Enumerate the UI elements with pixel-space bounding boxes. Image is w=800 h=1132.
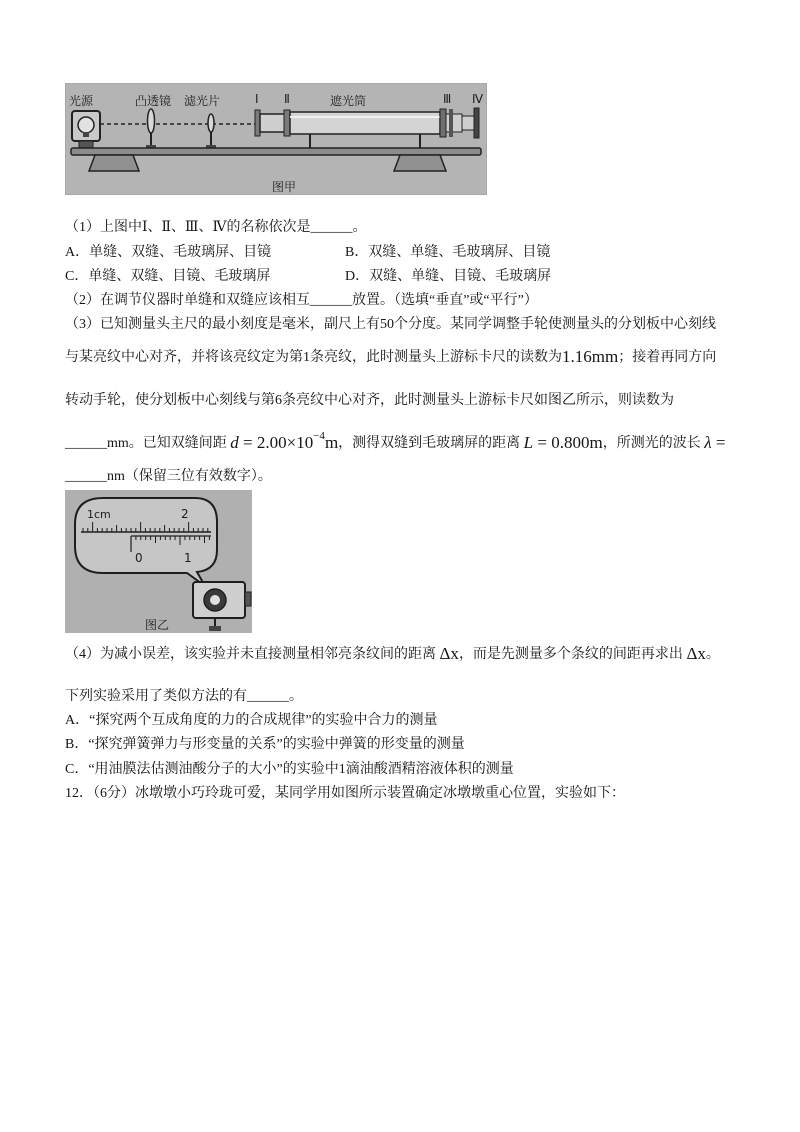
- slit-spacing-symbol: d: [230, 433, 239, 452]
- q4-line-1-text-a: （4）为减小误差，该实验并未直接测量相邻亮条纹间的距离: [65, 647, 436, 662]
- q3-line-2-text-b: ；接着再同方向: [618, 350, 717, 365]
- q3-line-1: （3）已知测量头主尺的最小刻度是毫米，副尺上有50个分度。某同学调整手轮使测量头的分划板中心刻线: [65, 317, 716, 332]
- q3-line-4-text-b: ，测得双缝到毛玻璃屏的距离: [338, 436, 521, 451]
- label-part-4: Ⅳ: [472, 92, 484, 106]
- vernier-label-1: 1: [184, 551, 192, 565]
- q3-line-5: ______nm（保留三位有效数字）。: [65, 469, 272, 484]
- screen-distance-symbol: L: [523, 433, 534, 452]
- q1-option-d: D．双缝、单缝、目镜、毛玻璃屏: [345, 269, 552, 284]
- main-scale-label-1cm: 1cm: [87, 508, 111, 521]
- q3-line-2-text-a: 与某亮纹中心对齐，并将该亮纹定为第1条亮纹，此时测量头上游标卡尺的读数为: [65, 350, 562, 365]
- q1-option-b: B．双缝、单缝、毛玻璃屏、目镜: [345, 245, 551, 260]
- q4-line-1: [65, 645, 720, 664]
- q12-stem: 12．（6分）冰墩墩小巧玲珑可爱，某同学用如图所示装置确定冰墩墩重心位置，实验如下：: [65, 786, 625, 801]
- wavelength-symbol: λ: [704, 433, 712, 452]
- q4-option-c: C．“用油膜法估测油酸分子的大小”的实验中1滴油酸酒精溶液体积的测量: [65, 762, 514, 777]
- figure-jia-caption: 图甲: [272, 180, 297, 194]
- main-scale-label-2: 2: [181, 507, 189, 521]
- q3-line-4-text-c: ，所测光的波长: [602, 436, 701, 451]
- label-filter: 滤光片: [184, 94, 221, 108]
- vernier-label-0: 0: [135, 551, 143, 565]
- slit-spacing-unit: m: [324, 433, 339, 452]
- q3-line-4: [65, 427, 725, 453]
- q1-option-a: A．单缝、双缝、毛玻璃屏、目镜: [65, 245, 272, 260]
- fringe-spacing-symbol: Δx: [439, 644, 459, 663]
- label-part-2: Ⅱ: [284, 92, 290, 106]
- figure-jia-background: [65, 83, 487, 195]
- fringe-spacing-symbol-2: Δx: [686, 644, 706, 663]
- figure-yi-vernier: [65, 490, 252, 633]
- q2-stem: （2）在调节仪器时单缝和双缝应该相互______放置。（选填“垂直”或“平行”）: [65, 293, 538, 308]
- q3-line-3: 转动手轮，使分划板中心刻线与第6条亮纹中心对齐，此时测量头上游标卡尺如图乙所示，则读数为: [65, 393, 674, 408]
- q1-stem: （1）上图中Ⅰ、Ⅱ、Ⅲ、Ⅳ的名称依次是______。: [65, 220, 367, 235]
- label-tube: 遮光筒: [330, 94, 367, 108]
- label-part-3: Ⅲ: [443, 92, 452, 106]
- slit-spacing-value: = 2.00×10: [238, 433, 314, 452]
- q3-line-4-text-a: ______mm。已知双缝间距: [65, 436, 227, 451]
- q4-line-2: 下列实验采用了类似方法的有______。: [65, 689, 303, 704]
- q3-line-2: [65, 348, 716, 367]
- screen-distance-value: = 0.800m: [533, 433, 603, 452]
- slit-spacing-exponent: −4: [313, 430, 325, 442]
- label-part-1: Ⅰ: [255, 92, 259, 106]
- wavelength-equals: =: [711, 433, 726, 452]
- q4-option-b: B．“探究弹簧弹力与形变量的关系”的实验中弹簧的形变量的测量: [65, 737, 465, 752]
- figure-jia-apparatus: [65, 83, 487, 195]
- label-convex-lens: 凸透镜: [135, 94, 172, 108]
- first-reading-value: 1.16mm: [562, 347, 619, 366]
- q4-option-a: A．“探究两个互成角度的力的合成规律”的实验中合力的测量: [65, 713, 438, 728]
- q4-line-1-text-c: 。: [705, 647, 720, 662]
- q4-line-1-text-b: ，而是先测量多个条纹的间距再求出: [458, 647, 683, 662]
- q1-option-c: C．单缝、双缝、目镜、毛玻璃屏: [65, 269, 271, 284]
- label-light-source: 光源: [69, 94, 94, 108]
- figure-yi-caption: 图乙: [145, 618, 170, 632]
